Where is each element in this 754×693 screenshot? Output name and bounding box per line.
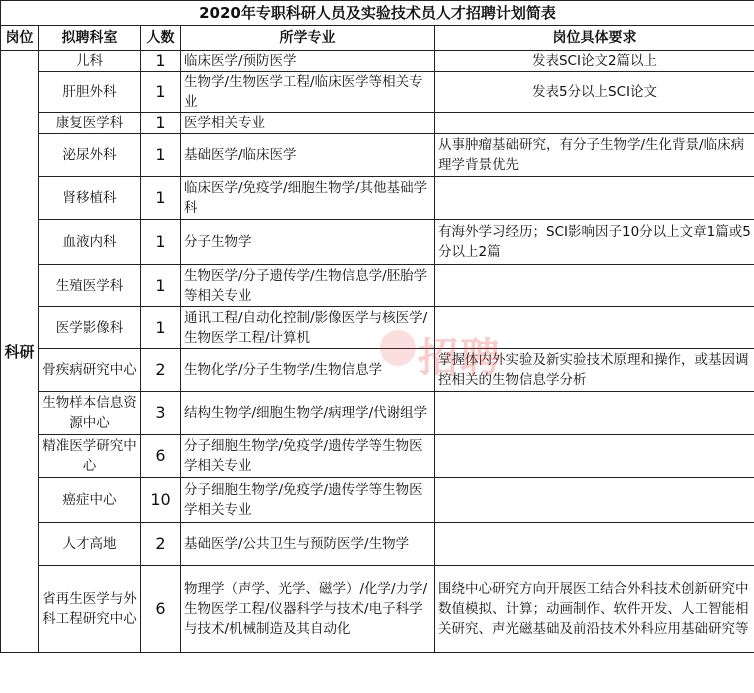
header-position: 岗位 [1, 26, 39, 51]
requirements-cell [435, 435, 754, 478]
department-cell: 骨疾病研究中心 [39, 349, 141, 392]
major-cell: 临床医学/预防医学 [181, 51, 435, 72]
table-row [1, 113, 754, 134]
count-cell: 10 [141, 478, 181, 523]
department-cell: 生物样本信息资源中心 [39, 392, 141, 435]
table-row [1, 523, 754, 566]
table-title: 2020年专职科研人员及实验技术员人才招聘计划简表 [1, 1, 754, 26]
count-cell: 1 [141, 113, 181, 134]
header-row [1, 26, 754, 51]
major-cell: 生物化学/分子生物学/生物信息学 [181, 349, 435, 392]
table-row [1, 134, 754, 177]
department-cell: 肾移植科 [39, 177, 141, 220]
requirements-cell: 有海外学习经历；SCI影响因子10分以上文章1篇或5分以上2篇 [435, 220, 754, 265]
major-cell: 分子细胞生物学/免疫学/遗传学等生物医学相关专业 [181, 478, 435, 523]
major-cell: 通讯工程/自动化控制/影像医学与核医学/生物医学工程/计算机 [181, 307, 435, 349]
count-cell: 2 [141, 523, 181, 566]
department-cell: 癌症中心 [39, 478, 141, 523]
position-cell: 科研 [1, 51, 39, 653]
requirements-cell [435, 478, 754, 523]
department-cell: 泌尿外科 [39, 134, 141, 177]
table-row [1, 349, 754, 392]
major-cell: 基础医学/公共卫生与预防医学/生物学 [181, 523, 435, 566]
header-major: 所学专业 [181, 26, 435, 51]
department-cell: 儿科 [39, 51, 141, 72]
table-row [1, 566, 754, 653]
department-cell: 精准医学研究中心 [39, 435, 141, 478]
requirements-cell [435, 523, 754, 566]
requirements-cell [435, 177, 754, 220]
count-cell: 1 [141, 307, 181, 349]
table-row [1, 265, 754, 307]
count-cell: 6 [141, 566, 181, 653]
table-row [1, 478, 754, 523]
major-cell: 分子细胞生物学/免疫学/遗传学等生物医学相关专业 [181, 435, 435, 478]
count-cell: 1 [141, 265, 181, 307]
major-cell: 基础医学/临床医学 [181, 134, 435, 177]
department-cell: 人才高地 [39, 523, 141, 566]
watermark: 招聘 [418, 335, 502, 381]
count-cell: 3 [141, 392, 181, 435]
department-cell: 血液内科 [39, 220, 141, 265]
department-cell: 医学影像科 [39, 307, 141, 349]
table-row [1, 435, 754, 478]
requirements-cell [435, 307, 754, 349]
department-cell: 省再生医学与外科工程研究中心 [39, 566, 141, 653]
table-row [1, 177, 754, 220]
count-cell: 2 [141, 349, 181, 392]
requirements-cell: 从事肿瘤基础研究，有分子生物学/生化背景/临床病理学背景优先 [435, 134, 754, 177]
count-cell: 6 [141, 435, 181, 478]
header-count: 人数 [141, 26, 181, 51]
count-cell: 1 [141, 134, 181, 177]
table-row [1, 307, 754, 349]
major-cell: 物理学（声学、光学、磁学）/化学/力学/生物医学工程/仪器科学与技术/电子科学与技术/机械制造及其自动化 [181, 566, 435, 653]
table-body [1, 51, 754, 653]
header-requirements: 岗位具体要求 [435, 26, 754, 51]
department-cell: 生殖医学科 [39, 265, 141, 307]
requirements-cell [435, 392, 754, 435]
table-row [1, 72, 754, 113]
major-cell: 生物学/生物医学工程/临床医学等相关专业 [181, 72, 435, 113]
requirements-cell [435, 113, 754, 134]
major-cell: 分子生物学 [181, 220, 435, 265]
table-row [1, 392, 754, 435]
count-cell: 1 [141, 51, 181, 72]
major-cell: 医学相关专业 [181, 113, 435, 134]
requirements-cell: 发表5分以上SCI论文 [435, 72, 754, 113]
table-row [1, 220, 754, 265]
department-cell: 肝胆外科 [39, 72, 141, 113]
count-cell: 1 [141, 220, 181, 265]
table-row [1, 51, 754, 72]
major-cell: 临床医学/免疫学/细胞生物学/其他基础学科 [181, 177, 435, 220]
requirements-cell: 围绕中心研究方向开展医工结合外科技术创新研究中数值模拟、计算；动画制作、软件开发、人工智能相关研究、声光磁基础及前沿技术外科应用基础研究等 [435, 566, 754, 653]
requirements-cell: 掌握体内外实验及新实验技术原理和操作，或基因调控相关的生物信息学分析 [435, 349, 754, 392]
department-cell: 康复医学科 [39, 113, 141, 134]
count-cell: 1 [141, 177, 181, 220]
count-cell: 1 [141, 72, 181, 113]
major-cell: 结构生物学/细胞生物学/病理学/代谢组学 [181, 392, 435, 435]
header-department: 拟聘科室 [39, 26, 141, 51]
requirements-cell [435, 265, 754, 307]
major-cell: 生物医学/分子遗传学/生物信息学/胚胎学等相关专业 [181, 265, 435, 307]
requirements-cell: 发表SCI论文2篇以上 [435, 51, 754, 72]
